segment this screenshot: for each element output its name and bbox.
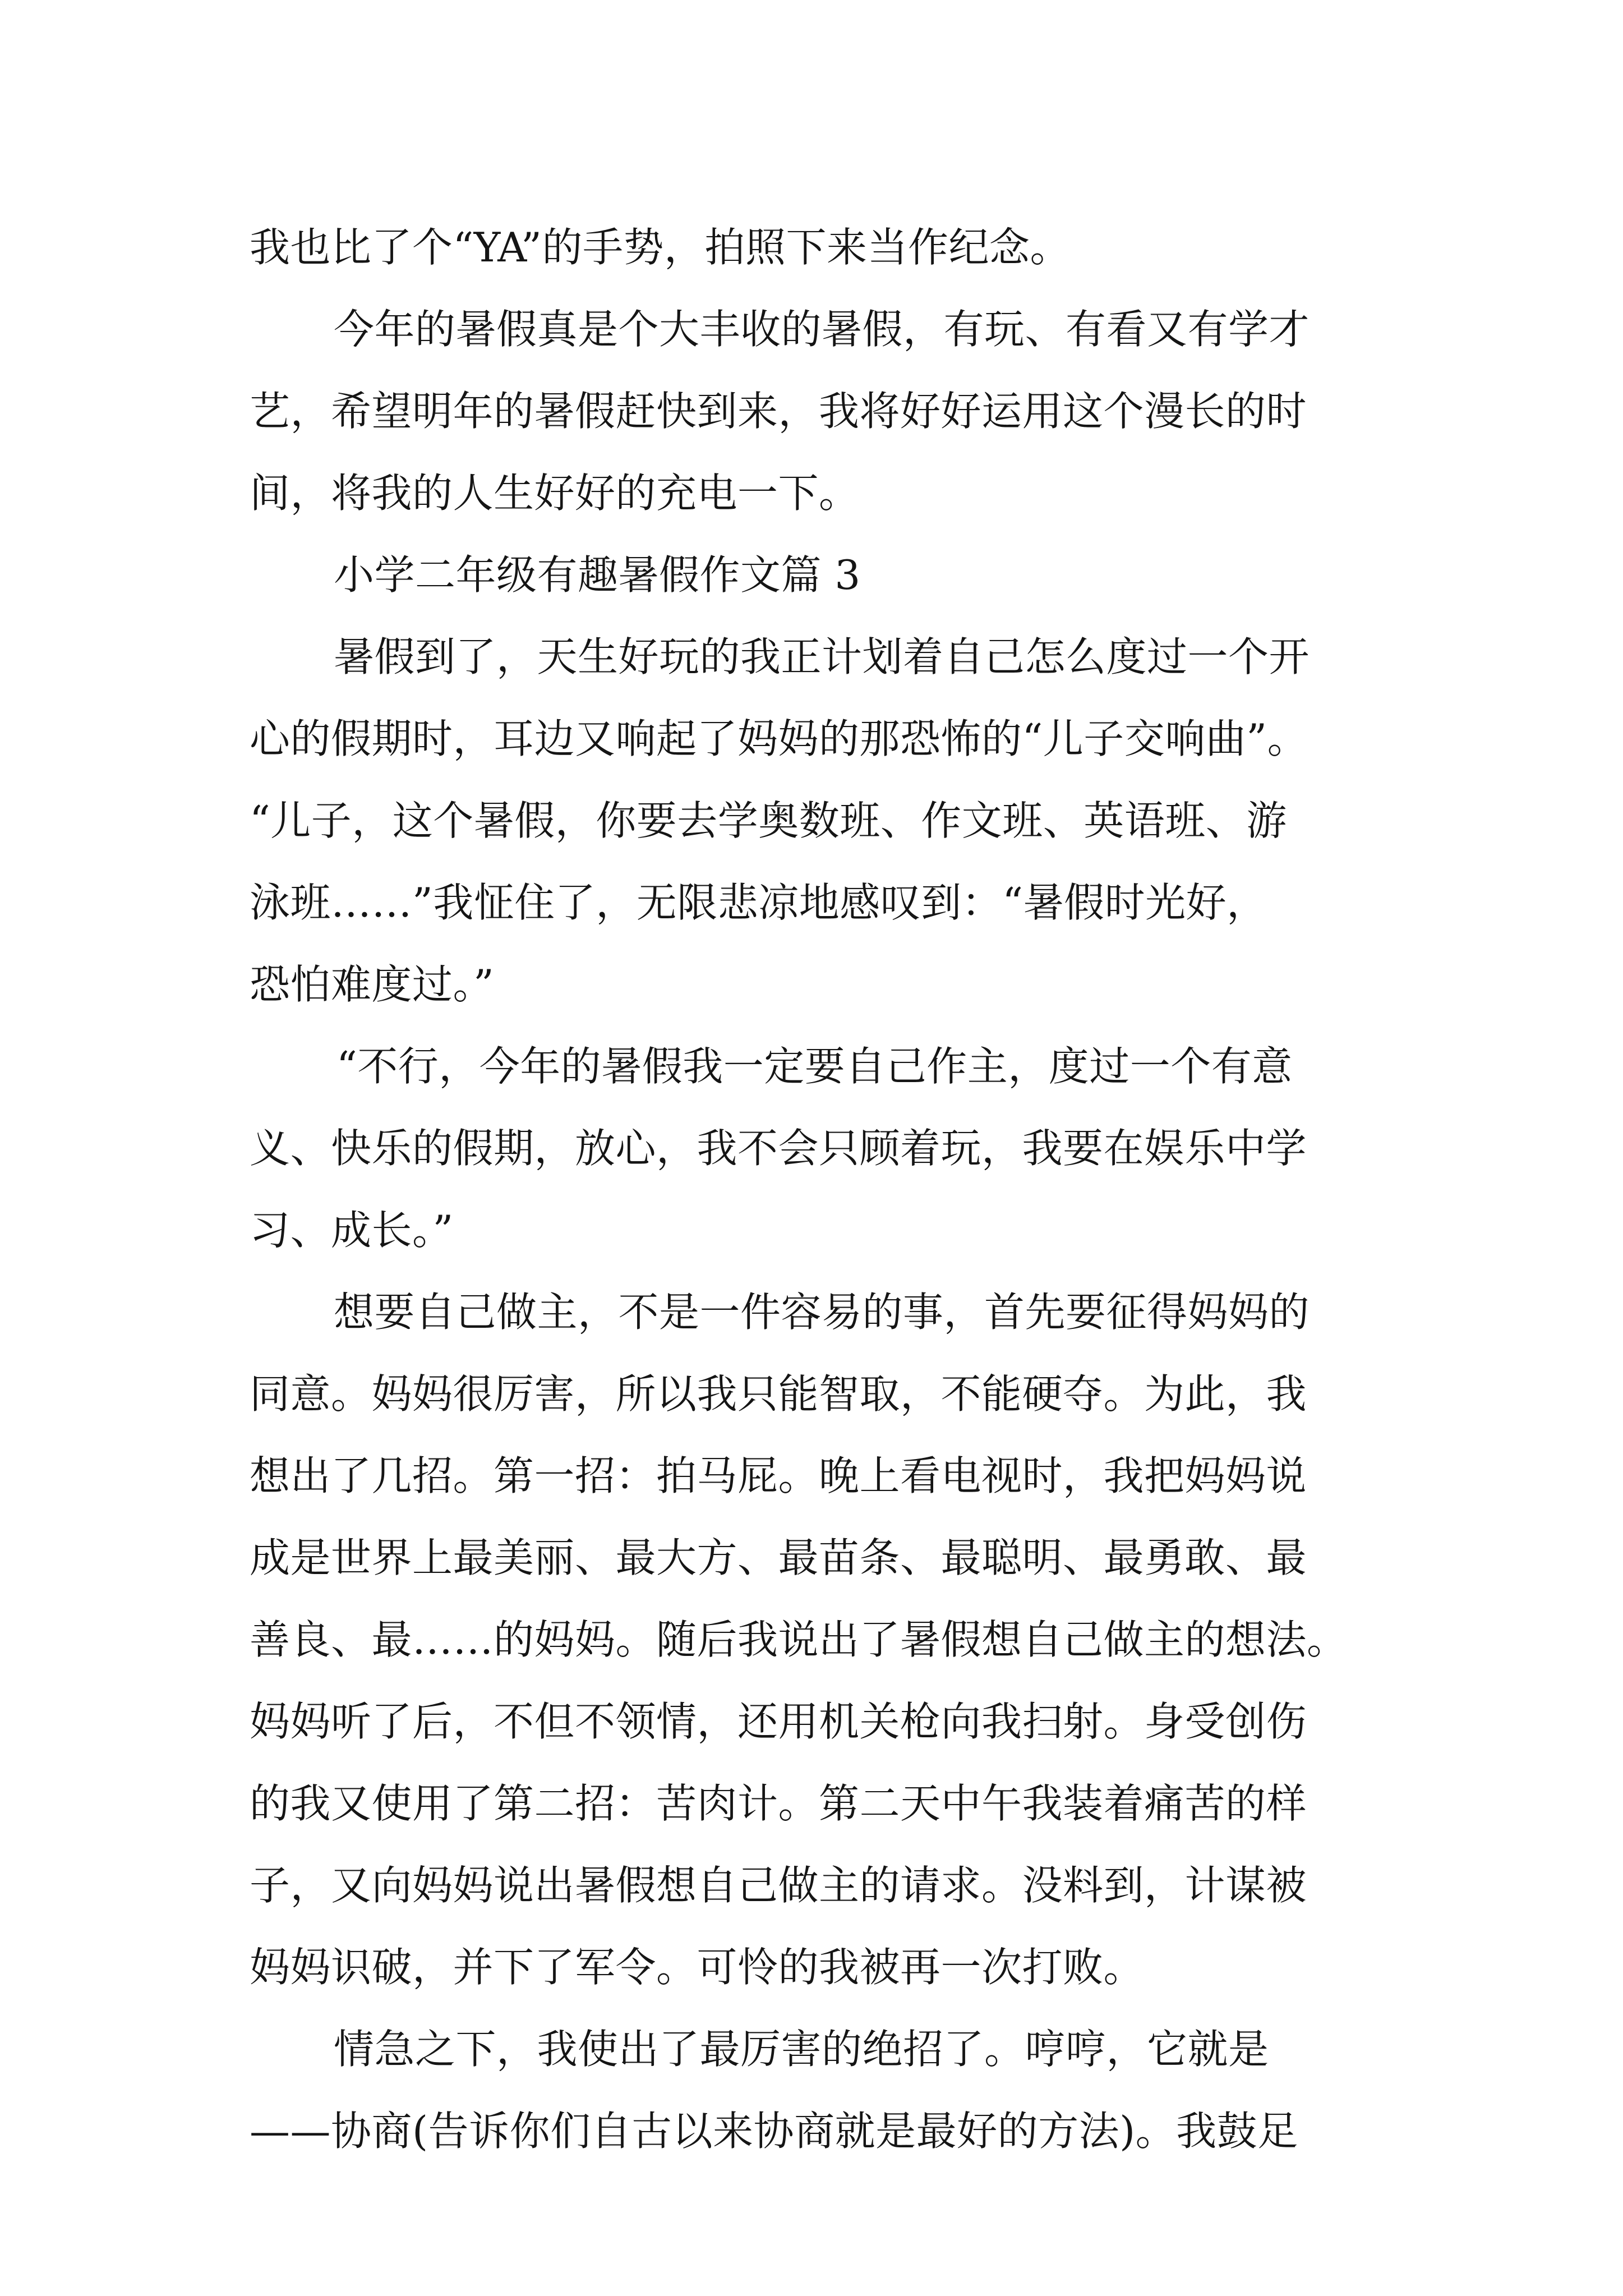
text-line: 善良、最……的妈妈。随后我说出了暑假想自己做主的想法。: [250, 1616, 1348, 1663]
text-line: 习、成长。”: [250, 1207, 454, 1254]
paragraph-start-line: 今年的暑假真是个大丰收的暑假，有玩、有看又有学才: [334, 306, 1310, 353]
text-line: 子，又向妈妈说出暑假想自己做主的请求。没料到，计谋被: [250, 1862, 1307, 1909]
paragraph-start-line: 情急之下，我使出了最厉害的绝招了。哼哼，它就是: [334, 2026, 1269, 2073]
text-line: 妈妈听了后，不但不领情，还用机关枪向我扫射。身受创伤: [250, 1698, 1307, 1745]
text-line: 妈妈识破，并下了军令。可怜的我被再一次打败。: [250, 1944, 1145, 1991]
paragraph-start-line: “不行，今年的暑假我一定要自己作主，度过一个有意: [336, 1043, 1293, 1090]
text-line: 想出了几招。第一招：拍马屁。晚上看电视时，我把妈妈说: [250, 1452, 1307, 1499]
text-line: 心的假期时，耳边又响起了妈妈的那恐怖的“儿子交响曲”。: [250, 715, 1308, 762]
section-heading: 小学二年级有趣暑假作文篇 3: [334, 551, 861, 599]
text-line: 我也比了个“YA”的手势，拍照下来当作纪念。: [250, 224, 1071, 271]
text-line: 成是世界上最美丽、最大方、最苗条、最聪明、最勇敢、最: [250, 1534, 1307, 1581]
paragraph-start-line: 暑假到了，天生好玩的我正计划着自己怎么度过一个开: [334, 633, 1310, 680]
paragraph-start-line: 想要自己做主，不是一件容易的事，首先要征得妈妈的: [334, 1289, 1310, 1336]
text-line: 的我又使用了第二招：苦肉计。第二天中午我装着痛苦的样: [250, 1780, 1307, 1827]
text-line: 艺，希望明年的暑假赶快到来，我将好好运用这个漫长的时: [250, 388, 1307, 435]
text-line: 义、快乐的假期，放心，我不会只顾着玩，我要在娱乐中学: [250, 1125, 1307, 1172]
text-line: 泳班……”我怔住了，无限悲凉地感叹到：“暑假时光好，: [250, 879, 1267, 926]
text-line: 同意。妈妈很厉害，所以我只能智取，不能硬夺。为此，我: [250, 1370, 1307, 1418]
text-line: “儿子，这个暑假，你要去学奥数班、作文班、英语班、游: [250, 797, 1287, 844]
essay-text: [250, 206, 1405, 2172]
text-line: 恐怕难度过。”: [250, 961, 495, 1008]
text-line: 间，将我的人生好好的充电一下。: [250, 470, 860, 517]
text-line: ——协商(告诉你们自古以来协商就是最好的方法)。我鼓足: [250, 2108, 1298, 2155]
